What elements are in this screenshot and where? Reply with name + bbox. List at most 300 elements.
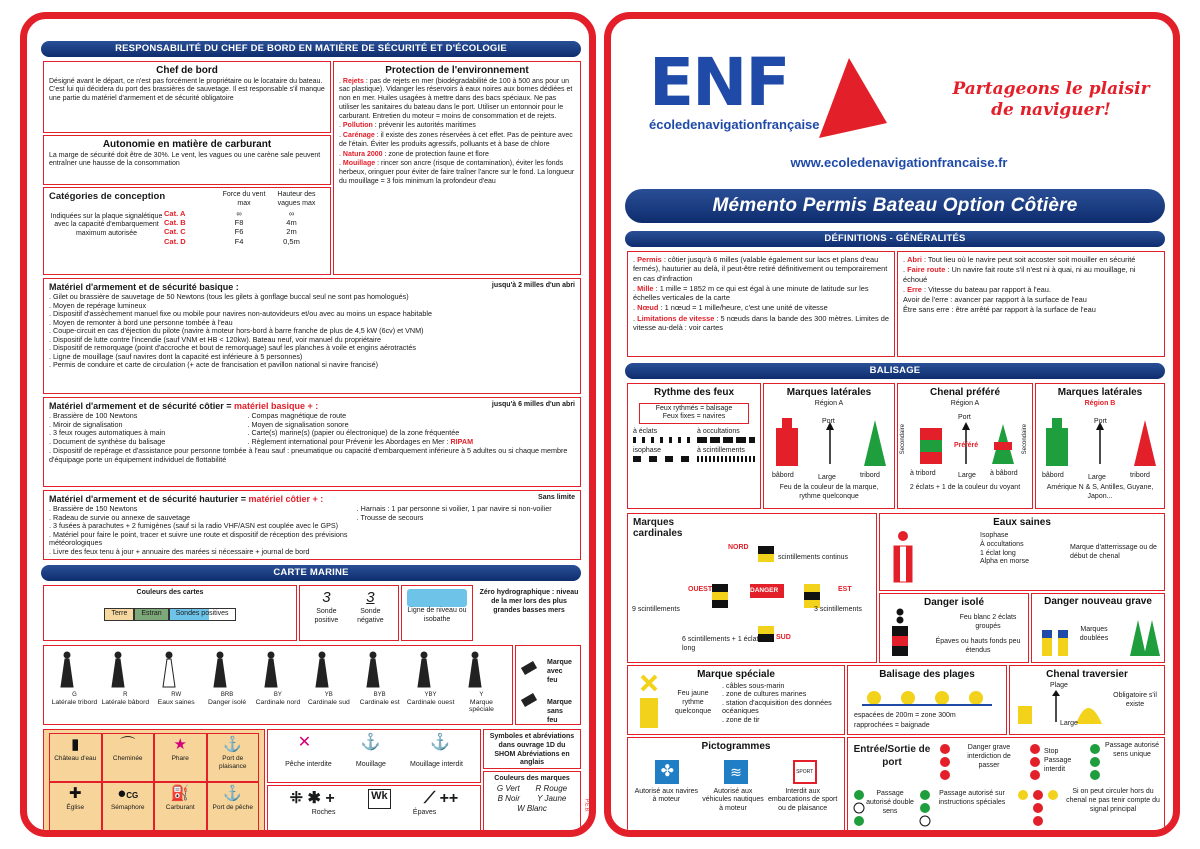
env-item [339,132,575,150]
isole-feu: Feu blanc 2 éclats groupés [959,614,1017,630]
chart-mark-symbol [316,652,328,688]
chart-mark-symbol [265,652,277,688]
slogan: Partageons le plaisir de naviguer! [952,79,1150,121]
amer-label: Sémaphore [110,803,145,811]
ripam: RIPAM [450,436,474,446]
spec-bullet: . [722,697,726,707]
motor-pictogram-icon: ✤ [655,760,679,784]
spec-text: câbles sous-marin [726,681,785,690]
defl-key: Permis [637,255,662,264]
defr-text: Être sans erre : être arrêté par rapport à la surface de l'eau [903,305,1096,315]
chart-mark-code: Y [479,692,484,698]
cat-vent: ∞ [236,208,242,218]
haut-hl: matériel côtier + : [248,494,324,504]
cotier-b-bullet: . [247,419,252,429]
haut-a-item [49,548,357,556]
basique-text: Permis de conduire et carte de circulation (+ acte de francisation et pavillon national si navire francisé) [53,360,379,370]
latb-title: Marques latérales [1057,387,1143,398]
basique-item [49,361,575,369]
latb-port: Port [1094,418,1107,425]
env-key: Natura 2000 [342,150,383,158]
chef-title: Chef de bord [156,65,218,76]
defr-text: : Tout lieu où le navire peut soit accoster soit mouiller en sécurité [921,255,1136,264]
cotier-hl: matériel basique + : [233,401,319,411]
cat-vent: F4 [234,236,244,246]
rythme-iso: isophase [633,446,662,454]
cotier-b-text: Moyen de signalisation sonore [251,419,349,429]
plages-buoys [862,688,992,708]
cotier-list-a [49,412,247,446]
defl-item [633,314,889,333]
marque-sans-feu: Marque sans feu [547,699,572,724]
defr-item [903,255,1159,264]
eaux-item-3: Alpha en morse [980,558,1030,566]
defr-bullet: . [903,255,908,264]
amer-cell [49,733,102,782]
right-panel [604,12,1180,837]
basique-bullet: . [49,317,53,327]
defl-key: Mille [637,283,654,293]
sonde-neg-num: 3 [366,589,375,606]
anchor-icon: ⚓ [360,734,381,751]
env-bullet: . [339,160,343,168]
cotier-a-text: 3 feux rouges automatiques à main [53,428,166,438]
lat-port: Port [822,418,835,425]
cotier-a-bullet: . [49,419,53,429]
eaux-note: Marque d'atterrissage ou de début de chenal [1070,544,1157,560]
defr-text: : Vitesse du bateau par rapport à l'eau. [921,284,1051,294]
env-item [339,122,575,131]
haut-b-text: Trousse de secours [360,512,424,522]
chart-mark-name: Cardinale ouest [406,698,455,706]
auto-title: Autonomie en matière de carburant [102,139,272,150]
defl-text: : 5 nœuds dans la bande des 300 mètres. Limites de vitesse au-delà : voir cartes [633,313,889,332]
coul-R: R Rouge [535,783,568,793]
amer-cell [102,782,155,831]
nofeu-mark-icon [521,693,537,707]
cotier-b-text: Compas magnétique de route [251,411,347,421]
danger-nouveau-box [1031,593,1165,663]
haut-b-bullet: . [356,512,361,522]
entree-unique: Passage autorisé sens unique [1104,742,1160,758]
chart-mark-name: Cardinale nord [255,698,301,706]
chart-mark-symbol [469,652,481,688]
sail-icon [809,53,889,143]
latb-note: Amérique N & S, Antilles, Guyane, Japon... [1046,484,1154,500]
eaux-title: Eaux saines [993,517,1051,528]
cotier-a-text: Brassière de 100 Newtons [53,411,138,421]
coul-G: G Vert [496,783,520,793]
chart-mark-name: Danger isolé [207,698,247,706]
roches-label: Roches [311,809,336,816]
cotier-last: Dispositif de repérage et d'assistance pour personne tombée à l'eau sauf : pneumatique ou capacité d'embarquement inférieure à 5 adultes ou si chaque membre d'équipage porte un équipement individuel de flottabilité [49,446,568,465]
env-key: Carénage [342,132,375,139]
pictogrammes-box [627,737,845,835]
chart-mark-label [254,692,302,714]
defr-bullet: . [903,265,908,275]
entree-port-box [847,737,1165,835]
defl-item [633,255,889,283]
symboles-box: Symboles et abréviations dans ouvrage 1D du SHOM Abréviations en anglais [483,729,581,769]
chart-mark-label [50,692,98,714]
cat-title: Catégories de conception [49,191,166,202]
cat-name: Cat. D [164,236,186,246]
cotier-a-bullet: . [49,411,53,421]
cotier-b-item [247,438,575,446]
haut-list-a [49,505,357,556]
latb-babord: bâbord [1042,472,1064,479]
chef-de-bord-box [43,61,331,133]
defr-bullet: . [903,284,908,294]
haut-a-text: Brassière de 150 Newtons [53,504,138,514]
unique-lights-icon [1088,742,1102,782]
trav-title: Chenal traversier [1046,669,1128,680]
chart-mark-symbol [418,652,430,688]
epave-icon: ⟋ ++ [423,790,459,807]
picto-2: Interdit aux embarcations de sport ou de plaisance [768,787,838,812]
entree-double: Passage autorisé double sens [866,790,914,815]
card-e: 3 scintillements [814,606,862,613]
chart-mark-name: Marque spéciale [468,698,494,714]
amer-cell [154,733,207,782]
amers-box [43,729,265,835]
chart-mark-label [407,692,455,714]
jetski-pictogram-icon: ≋ [724,760,748,784]
cat-vague: 0,5m [283,236,300,246]
peche-interdite-label: Pêche interdite [285,761,332,768]
basique-text: Dispositif de lutte contre l'incendie (sauf VNM et HB < 120kw). Bateau neuf, voir manuel du propriétaire [53,334,381,344]
entree-circ: Si on peut circuler hors du chenal ne pas tenir compte du signal principal [1066,788,1160,813]
chenal-traversier-box [1009,665,1165,735]
memento-title: Mémento Permis Bateau Option Côtière [625,189,1165,223]
picto-1: Autorisé aux véhicules nautiques à moteur [702,787,764,812]
rythme-occult: à occultations [697,428,740,435]
amer-label: Église [66,803,85,811]
coul-Y: Y Jaune [537,793,567,803]
cat-vent: F8 [234,217,244,227]
environnement-box [333,61,581,275]
couleur-terre: Terre [104,608,134,621]
chart-mark-symbol [112,652,124,688]
occult-pattern [697,437,755,443]
basique-text: Moyen de repérage lumineux [53,300,147,310]
sondes-box [299,585,399,641]
cotier-b-text: Règlement international pour Prévenir les Abordages en Mer : [251,436,451,446]
cat-table [164,209,324,247]
couleurs-marques-box [483,771,581,835]
chenal-atri: à tribord [910,470,936,477]
env-bullet: . [339,150,343,158]
section-definitions: DÉFINITIONS - GÉNÉRALITÉS [625,231,1165,247]
fuel-icon: ⛽ [170,785,190,802]
spec-bullet: . [722,681,726,690]
sonde-neg-label: Sonde négative [357,607,384,624]
basique-bullet: . [49,343,53,353]
chart-mark-label [101,692,149,714]
haut-b-bullet: . [356,504,361,514]
basique-text: Ligne de mouillage (sauf navires dont la capacité est inférieure à 5 personnes) [53,351,303,361]
double-lights-icon [852,788,866,828]
danger-isole-box [879,593,1029,663]
mouillage-label: Mouillage [355,761,386,768]
cat-vent: F6 [234,227,244,237]
cotier-last-row: . Dispositif de repérage et d'assistance pour personne tombée à l'eau sauf : pneumatique ou capacité d'embarquement inférieure à 5 adultes ou si chaque membre d'équipage porte un équipement individuel de flottabilité [49,446,568,465]
plages-l1: espacées de 200m = zone 300m [854,712,956,719]
spec-buoy [634,672,664,732]
eaux-buoy [888,530,918,586]
epaves-label: Épaves [412,809,437,816]
spec-bullet: . [722,689,726,699]
cotier-b-bullet: . [247,428,252,438]
marque-avec-feu: Marque avec feu [547,659,572,684]
chenal-sec-1: Secondaire [900,424,906,455]
isobathe-icon [407,589,467,607]
spec-text: zone de tir [726,714,760,724]
left-panel [20,12,596,837]
sonde-pos-num: 3 [322,589,331,606]
def-left-list [633,255,889,332]
env-item [339,78,575,122]
defl-item [633,284,889,303]
chef-text: Désigné avant le départ, ce n'est pas forcément le propriétaire ou le locataire du bateau. C'est lui qui décidera du port des brassières de sauvetage. Il est responsable s'il manque une partie du matériel d'armement et de sécurité obligatoire [49,77,325,102]
haut-a-bullet: . [49,512,53,522]
chenal-sec-2: Secondaire [1022,424,1028,455]
env-text: : prévenir les autorités maritimes [372,122,476,130]
defl-key: Nœud [637,303,659,313]
spec-item [722,716,842,724]
basique-limit: jusqu'à 2 milles d'un abri [491,282,575,289]
eaux-item-0: Isophase [980,532,1009,539]
logo-sub: écoledenavigationfrançaise [649,117,820,132]
env-text: : il existe des zones réservées à cet effet. Pas de peinture avec de l'étain. Éviter les produits agressifs, polluants et à base de chlore [339,132,573,148]
defl-key: Limitations de vitesse [637,313,715,323]
lat-note: Feu de la couleur de la marque, rythme quelconque [779,484,879,500]
cat-vague: 2m [286,227,297,237]
cat-name: Cat. B [164,217,186,227]
danger-lights-icon [938,742,952,782]
defl-bullet: . [633,313,638,323]
eclats-pattern [633,437,691,443]
logo-letters: ENF [649,44,789,121]
chart-mark-name: Latérale bâbord [101,698,150,706]
zero-hydro: Zéro hydrographique : niveau de la mer lors des plus grandes basses mers [479,589,579,614]
latb-large: Large [1088,474,1106,481]
fishing-port-icon: ⚓ [223,785,243,802]
latb-tribord: tribord [1130,472,1150,479]
cat-row [164,227,324,236]
cat-vague: ∞ [288,208,295,218]
basique-text: Moyen de remonter à bord une personne tombée à l'eau [53,317,233,327]
env-item [339,160,575,186]
cat-desc: Indiquées sur la plaque signalétique avec la capacité d'embarquement maximum autorisée [50,212,163,237]
haut-a-item [49,531,357,548]
chart-mark-name: Eaux saines [157,698,195,706]
isole-buoy [886,608,914,658]
picto-0: Autorisé aux navires à moteur [634,787,699,804]
rythme-l1: Feux rythmés = balisage [655,404,733,412]
lat-title: Marques latérales [786,387,872,398]
env-text: : zone de protection faune et flore [382,150,489,158]
section-carte-marine: CARTE MARINE [41,565,581,581]
defl-bullet: . [633,283,638,293]
laterales-b-box [1035,383,1165,509]
lat-tribord: tribord [860,472,880,479]
feu-mark-icon [521,661,537,675]
entree-stop: Stop Passage interdit [1044,748,1072,773]
basique-bullet: . [49,292,53,302]
defl-bullet: . [633,303,638,313]
section-balisage: BALISAGE [625,363,1165,379]
basique-bullet: . [49,309,53,319]
basique-title: Matériel d'armement et de sécurité basique : [49,282,239,292]
spec-lights-icon [918,788,932,828]
defr-item [903,265,1159,284]
env-bullet: . [339,122,343,130]
couleur-sondes: Sondes positives [169,608,236,621]
basique-text: Gilet ou brassière de sauvetage de 50 Newtons (tous les gilets à gonflage buccal seul ne sont pas homologués) [53,292,409,302]
circ-lights-icon [1016,788,1060,828]
amer-cell [154,782,207,831]
basique-bullet: . [49,351,53,361]
cotier-limit: jusqu'à 6 milles d'un abri [491,401,575,408]
chart-mark-symbol [367,652,379,688]
lighthouse-icon: ★ [173,736,187,753]
nouveau-title: Danger nouveau grave [1044,596,1152,607]
plages-title: Balisage des plages [879,669,975,680]
church-icon: ✚ [68,785,82,802]
enf-logo [649,43,889,163]
cotier-a-text: Miroir de signalisation [53,419,123,429]
rythme-title: Rythme des feux [653,387,735,398]
lat-babord: bâbord [772,472,794,479]
autonomie-box [43,135,331,185]
cotier-box [43,397,581,487]
mouillage-box [267,729,481,783]
basique-bullet: . [49,326,53,336]
amer-cell [102,733,155,782]
basique-bullet: . [49,360,53,370]
chenal-large: Large [958,472,976,479]
chenal-box [897,383,1033,509]
card-w: 9 scintillements [632,606,680,613]
defr-text: Avoir de l'erre : avancer par rapport à la surface de l'eau [903,295,1087,304]
picto-title: Pictogrammes [701,741,771,752]
entree-danger: Danger grave interdiction de passer [967,744,1011,769]
basique-list [49,293,575,369]
defl-text: : 1 mille = 1852 m ce qui est égal à une minute de latitude sur les échelles verticales de la carte [633,283,869,302]
rythme-l2: Feux fixes = navires [662,413,726,421]
haut-a-text: Livre des feux tenu à jour + annuaire des marées si nécessaire + journal de bord [53,546,310,556]
eaux-list [980,532,1029,567]
cg-label: CG [126,791,139,800]
lat-large: Large [818,474,836,481]
chenal-title: Chenal préféré [929,387,1001,398]
amer-label: Phare [171,754,189,762]
categories-box [43,187,331,275]
site-url[interactable]: www.ecoledenavigationfrancaise.fr [790,155,1008,170]
carte-marques-icons [49,649,509,689]
isobathe-box [401,585,473,641]
cardinales-box [627,513,877,663]
env-text: : pas de rejets en mer (biodégradabilité de 100 à 500 ans pour un sac plastique). Vidanger les réservoirs à eaux noires aux bornes dédiées et non en mer. Huiles usagées à mettre dans des bacs spéciaux. Ne pas utiliser les sanitaires du bateau dans le port. Utiliser un entonnoir pour le carburant. Entretien du moteur = moins de consommation et de rejets. [339,77,573,120]
haut-list-b [357,505,575,556]
cotier-a-bullet: . [49,428,53,438]
chart-mark-code: G [72,692,77,698]
cat-name: Cat. C [164,227,186,237]
haut-b-text: Harnais : 1 par personne si voilier, 1 par navire si non-voilier [360,504,552,514]
haut-title: Matériel d'armement et de sécurité hauturier = [49,494,249,504]
scint-pattern [697,456,755,462]
card-n: scintillements continus [778,554,849,561]
defr-key: Erre [907,284,922,294]
chart-mark-symbol [61,652,73,688]
spec-text: station d'acquisition des données océaniques [722,697,832,716]
cat-row [164,209,324,218]
chimney-icon: ⌒ [120,736,136,753]
isole-title: Danger isolé [923,597,985,608]
rythme-legend [639,403,749,425]
nouveau-note: Marques doublées [1079,626,1109,642]
amer-label: Cheminée [112,754,143,762]
cotier-a-text: Document de synthèse du balisage [53,436,166,446]
section-responsabilite: RESPONSABILITÉ DU CHEF DE BORD EN MATIÈRE DE SÉCURITÉ ET D'ÉCOLOGIE [41,41,581,57]
chart-mark-code: R [123,692,128,698]
amer-label: Port de pêche [212,803,253,811]
defl-item [633,303,889,312]
lat-region: Région A [814,399,844,407]
iso-pattern [633,456,691,462]
amer-cell [207,733,260,782]
coul-W: W Blanc [517,803,547,813]
coul-B: B Noir [497,793,520,803]
basique-box [43,278,581,394]
semaphore-icon: ●CG [117,785,139,802]
amer-label: Port de plaisance [219,754,247,770]
cat-name: Cat. A [164,208,186,218]
haut-a-text: Matériel pour faire le point, tracer et suivre une route et dispositif de réception des prévisions météorologiques [49,529,348,548]
cotier-a-item [49,438,247,446]
chart-mark-code: BYB [373,692,386,698]
cotier-title: Matériel d'armement et de sécurité côtier = [49,401,234,411]
amer-cell [49,782,102,831]
chart-mark-label [356,692,404,714]
chart-mark-symbol [163,652,175,688]
marina-icon: ⚓ [223,736,243,753]
spec-title: Marque spéciale [697,669,775,680]
eaux-item-1: À occultations [980,540,1024,548]
basique-text: Dispositif de remorquage (point d'accroche et bout de remorquage) sauf les planches à voile et engins aérotractés [53,343,416,353]
haut-a-bullet: . [49,504,53,514]
chart-mark-name: Cardinale sud [307,698,350,706]
cat-row [164,237,324,246]
chart-mark-code: YB [324,692,333,698]
spec-item [722,699,842,716]
sport-forbidden-icon: SPORT [793,760,817,784]
chenal-region: Région A [950,399,980,407]
peche-interdite-icon: ✕ [297,734,312,751]
basique-bullet: . [49,334,53,344]
amers-grid [49,733,259,831]
cotier-b-bullet: . [247,411,252,421]
trav-plage: Plage [1050,682,1068,689]
defl-bullet: . [633,255,638,264]
cat-vague: 4m [286,217,297,227]
couleurs-title: Couleurs des cartes [136,589,204,596]
laterales-a-box [763,383,895,509]
defl-text: : côtier jusqu'à 6 milles (valable également sur lacs et plans d'eau fermés), hauturier au delà, il peut-être retiré définitivement ou temporairement en cas d'infraction [633,255,888,283]
chart-mark-label [152,692,200,714]
couleur-estran: Estran [134,608,168,621]
